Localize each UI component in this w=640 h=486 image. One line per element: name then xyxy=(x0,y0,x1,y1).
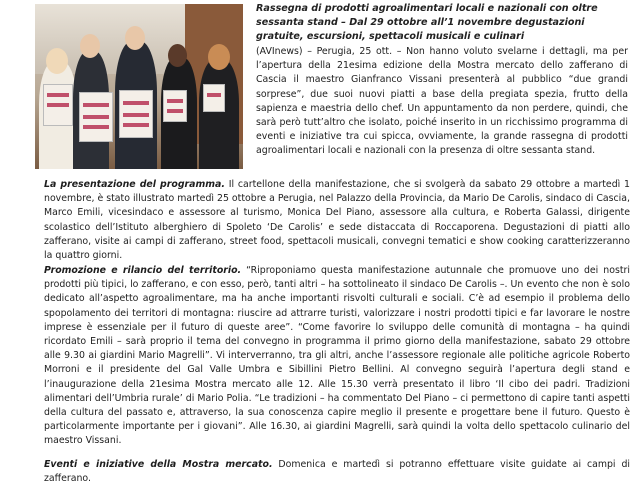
poster-2 xyxy=(79,92,113,142)
article-intro: (AVInews) – Perugia, 25 ott. – Non hanno voluto svelarne i dettagli, ma per l’apertura della 21esima edizione della Mostra mercato dello zafferano di Cascia il maestro Gianfranco Vissani presenterà al pubblico “due grandi sorprese”, due suoi nuovi piatti a base della pregiata spezia, frutto della sapienza e maestria dello chef. Un appuntamento da non perdere, quindi, che sarà però tutt’altro che isolato, poiché inserito in un ricchissimo programma di eventi e iniziative tra cui spicca, ovviamente, la grande rassegna di prodotti agroalimentari locali e nazionali con la presenza di oltre sessanta stand. xyxy=(256,46,628,157)
poster-3 xyxy=(119,90,153,138)
person-4-head xyxy=(168,44,187,67)
section-territorio-lead: Promozione e rilancio del territorio. xyxy=(44,265,242,276)
poster-4 xyxy=(163,90,187,122)
press-photo xyxy=(35,4,243,169)
section-eventi-text: Domenica e martedì si potranno effettuare visite guidate ai campi di zafferano. xyxy=(44,459,630,485)
person-1-head xyxy=(46,48,68,74)
section-programma xyxy=(44,178,630,263)
poster-1 xyxy=(43,84,73,126)
person-5 xyxy=(199,59,239,169)
person-5-head xyxy=(208,44,230,70)
poster-5 xyxy=(203,84,225,112)
article-headline: Rassegna di prodotti agroalimentari locali e nazionali con oltre sessanta stand – Dal 29 ottobre all’1 novembre degustazioni gratuite, escursioni, spettacoli musicali e culinari xyxy=(256,3,598,42)
section-programma-text: Il cartellone della manifestazione, che si svolgerà da sabato 29 ottobre a martedì 1 novembre, è stato illustrato martedì 25 ottobre a Perugia, nel Palazzo della Provincia, da Mario De Carolis, sindaco di Cascia, Marco Emili, vicesindaco e assessore al turismo, Monica Del Piano, assessore alla cultura, e Roberta Galassi, dirigente scolastico dell’Istituto alberghiero di Spoleto ‘De Carolis’ e sede distaccata di Roccaporena. Degustazioni di piatti allo zafferano, visite ai campi di zafferano, street food, spettacoli musicali, convegni tematici e show cooking caratterizzeranno la quattro giorni. xyxy=(44,179,630,262)
section-eventi xyxy=(44,458,630,486)
section-eventi-lead: Eventi e iniziative della Mostra mercato. xyxy=(44,459,273,470)
section-programma-lead: La presentazione del programma. xyxy=(44,179,225,190)
person-3-head xyxy=(125,26,145,50)
person-2-head xyxy=(80,34,100,58)
section-territorio-text: “Riproponiamo questa manifestazione autunnale che promuove uno dei nostri prodotti più tipici, lo zafferano, e con esso, però, tanti altri – ha sottolineato il sindaco De Carolis –. Un evento che non è solo dedicato all’aspetto agroalimentare, ma ha anche importanti risvolti culturali e sociali. C’è ad esempio il problema dello spopolamento dei territori di montagna: riuscire ad attrarre turisti, valorizzare i nostri prodotti tipici e far lavorare le nostre imprese è essenziale per il futuro di queste aree”. “Come favorire lo sviluppo delle comunità di montagna – ha quindi ricordato Emili – sarà proprio il tema del convegno in programma il primo giorno della manifestazione, sabato 29 ottobre alle 9.30 ai giardini Mario Magrelli”. Vi interverranno, tra gli altri, anche l’assessore regionale alle politiche agricole Roberto Morroni e il presidente del Gal Valle Umbra e Sibillini Pietro Bellini. Al convegno seguirà l’apertura degli stand e l’inaugurazione della 21esima Mostra mercato alle 12. Alle 15.30 verrà presentato il libro ‘Il cibo dei padri. Tradizioni alimentari dell’Umbria rurale’ di Mario Polia. “Le tradizioni – ha commentato Del Piano – ci permettono di capire tanti aspetti della cultura del passato e, attraverso, la sua conoscenza capire meglio il presente e progettare bene il futuro. Questo è particolarmente importante per i giovani”. Alle 16.30, ai giardini Magrelli, sarà quindi la volta dello spettacolo culinario del maestro Vissani. xyxy=(44,265,630,447)
section-territorio xyxy=(44,264,630,449)
